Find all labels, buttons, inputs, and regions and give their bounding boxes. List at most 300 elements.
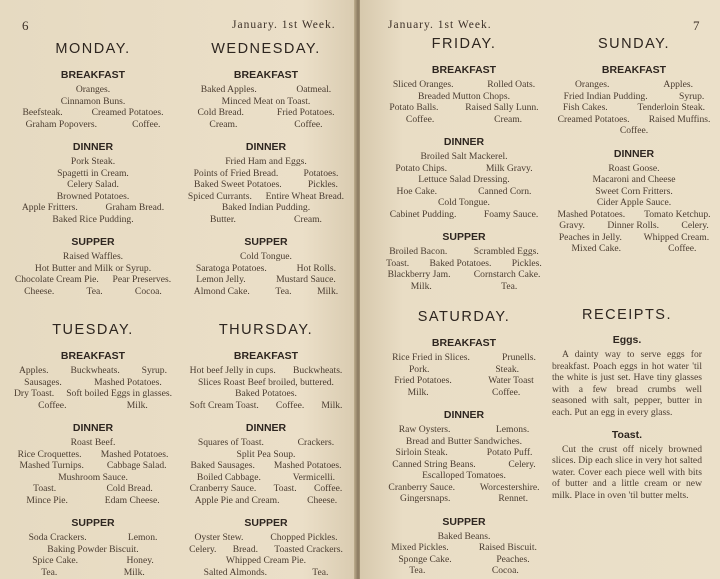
menu-item: Gingersnaps. bbox=[400, 493, 451, 504]
menu-item: Oyster Stew. bbox=[194, 532, 244, 543]
meal-title: DINNER bbox=[245, 141, 287, 153]
menu-item: Slices Roast Beef broiled, buttered. bbox=[198, 376, 334, 388]
day-title: FRIDAY. bbox=[431, 36, 497, 52]
menu-line bbox=[548, 79, 720, 91]
menu-item: Almond Cake. bbox=[193, 285, 250, 297]
menu-line bbox=[548, 91, 720, 103]
day-saturday bbox=[376, 308, 552, 577]
receipts-title: RECEIPTS. bbox=[581, 307, 673, 323]
menu-item: Coffee. bbox=[668, 243, 697, 254]
menu-line bbox=[376, 186, 552, 198]
menu-item: Cold Tongue. bbox=[240, 251, 292, 262]
menu-item: Saratoga Potatoes. bbox=[195, 262, 267, 274]
menu-item: Dinner Rolls. bbox=[607, 220, 660, 231]
menu-item: Sirloin Steak. bbox=[395, 447, 448, 458]
menu-line bbox=[548, 232, 720, 244]
menu-item: Hoe Cake. bbox=[396, 185, 438, 197]
receipt-heading: Eggs. bbox=[612, 334, 642, 346]
day-friday bbox=[376, 35, 552, 292]
menu-item: Cold Bread. bbox=[106, 483, 153, 494]
menu-item: Milk. bbox=[123, 566, 145, 578]
meal-title: DINNER bbox=[72, 141, 114, 153]
menu-item: Roast Beef. bbox=[70, 437, 116, 448]
day-sunday bbox=[548, 35, 720, 255]
menu-item: Milk Gravy. bbox=[485, 162, 533, 174]
menu-line bbox=[8, 495, 178, 507]
menu-item: Sweet Corn Fritters. bbox=[595, 185, 673, 197]
menu-item: Hot Rolls. bbox=[296, 262, 337, 274]
menu-item: Rolled Oats. bbox=[487, 79, 536, 90]
menu-line bbox=[376, 151, 552, 163]
menu-item: Foamy Sauce. bbox=[483, 208, 539, 220]
page-number: 6 bbox=[22, 18, 29, 33]
menu-line bbox=[8, 388, 178, 400]
menu-item: Browned Potatoes. bbox=[56, 190, 130, 202]
menu-line bbox=[181, 179, 351, 191]
menu-item: Celery Salad. bbox=[67, 179, 119, 190]
menu-item: Broiled Salt Mackerel. bbox=[420, 151, 508, 162]
menu-line bbox=[376, 565, 552, 577]
menu-line bbox=[8, 107, 178, 119]
menu-item: Milk. bbox=[407, 386, 429, 398]
menu-item: Spiced Currants. bbox=[187, 190, 252, 202]
menu-line bbox=[8, 472, 178, 484]
menu-item: Coffee. bbox=[405, 113, 435, 125]
page-header: January. 1st Week. bbox=[388, 19, 492, 31]
menu-line bbox=[8, 460, 178, 472]
day-title: SATURDAY. bbox=[417, 309, 511, 325]
menu-line bbox=[8, 377, 178, 389]
menu-line bbox=[8, 251, 178, 263]
menu-line bbox=[181, 495, 351, 507]
menu-item: Chocolate Cream Pie. bbox=[14, 274, 99, 285]
menu-line bbox=[548, 114, 720, 126]
menu-line bbox=[181, 437, 351, 449]
menu-item: Mustard Sauce. bbox=[276, 274, 336, 285]
menu-item: Coffee. bbox=[492, 386, 521, 398]
menu-line bbox=[8, 449, 178, 461]
menu-line bbox=[548, 186, 720, 198]
menu-item: Raised Biscuit. bbox=[478, 542, 537, 553]
menu-line bbox=[376, 424, 552, 436]
menu-item: Cranberry Sauce. bbox=[189, 483, 257, 494]
menu-line bbox=[8, 567, 178, 579]
menu-line bbox=[376, 387, 552, 399]
menu-item: Cream. bbox=[209, 118, 238, 130]
menu-item: Baked Sweet Potatoes. bbox=[194, 179, 282, 190]
menu-item: Squares of Toast. bbox=[197, 437, 264, 448]
day-wednesday bbox=[181, 40, 351, 297]
meal-title: SUPPER bbox=[442, 231, 486, 243]
meal-title: SUPPER bbox=[71, 236, 115, 248]
menu-item: Fried Potatoes. bbox=[394, 375, 452, 386]
menu-line bbox=[8, 156, 178, 168]
menu-item: Oranges. bbox=[575, 79, 610, 90]
menu-item: Potato Puff. bbox=[486, 447, 533, 458]
menu-item: Water Toast bbox=[488, 375, 534, 386]
menu-line bbox=[181, 191, 351, 203]
menu-line bbox=[376, 174, 552, 186]
menu-line bbox=[181, 202, 351, 214]
menu-item: Buckwheats. bbox=[293, 365, 343, 376]
menu-line bbox=[181, 567, 351, 579]
menu-item: Escalloped Tomatoes. bbox=[422, 470, 506, 481]
menu-item: Entire Wheat Bread. bbox=[265, 190, 345, 202]
menu-item: Dry Toast. bbox=[14, 388, 55, 399]
menu-line bbox=[376, 114, 552, 126]
menu-line bbox=[548, 174, 720, 186]
meal-title: BREAKFAST bbox=[601, 64, 667, 76]
menu-line bbox=[376, 163, 552, 175]
menu-item: Fried Indian Pudding. bbox=[563, 90, 648, 102]
menu-item: Celery. bbox=[681, 220, 709, 231]
menu-item: Cabbage Salad. bbox=[106, 460, 167, 471]
day-title: THURSDAY. bbox=[218, 322, 314, 338]
menu-line bbox=[8, 263, 178, 275]
menu-item: Pork. bbox=[408, 363, 430, 375]
menu-line bbox=[376, 352, 552, 364]
menu-line bbox=[376, 246, 552, 258]
menu-item: Cold Tongue. bbox=[438, 197, 490, 208]
menu-item: Mashed Turnips. bbox=[19, 460, 84, 471]
menu-item: Lemon Jelly. bbox=[196, 274, 246, 285]
menu-line bbox=[376, 281, 552, 293]
menu-line bbox=[181, 107, 351, 119]
menu-line bbox=[376, 531, 552, 543]
menu-line bbox=[8, 483, 178, 495]
meal-title: BREAKFAST bbox=[431, 64, 497, 76]
menu-item: Cold Bread. bbox=[197, 107, 244, 118]
menu-line bbox=[376, 197, 552, 209]
menu-item: Milk. bbox=[126, 399, 148, 411]
menu-item: Broiled Bacon. bbox=[389, 246, 448, 257]
menu-item: Cream. bbox=[494, 113, 523, 125]
menu-line bbox=[8, 96, 178, 108]
menu-item: Pear Preserves. bbox=[112, 274, 172, 285]
menu-item: Sliced Oranges. bbox=[392, 79, 454, 90]
menu-item: Milk. bbox=[410, 280, 432, 292]
meal-title: SUPPER bbox=[244, 517, 288, 529]
menu-line bbox=[376, 482, 552, 494]
menu-item: Apple Pie and Cream. bbox=[194, 494, 280, 506]
menu-line bbox=[8, 544, 178, 556]
menu-item: Baked Beans. bbox=[437, 530, 491, 542]
menu-line bbox=[181, 263, 351, 275]
menu-line bbox=[8, 202, 178, 214]
meal-title: SUPPER bbox=[244, 236, 288, 248]
menu-line bbox=[8, 214, 178, 226]
menu-line bbox=[548, 197, 720, 209]
menu-item: Apples. bbox=[663, 79, 693, 90]
menu-item: Honey. bbox=[126, 555, 154, 566]
menu-item: Hot beef Jelly in cups. bbox=[189, 365, 276, 376]
menu-item: Macaroni and Cheese bbox=[592, 174, 676, 185]
menu-item: Cheese. bbox=[24, 285, 55, 297]
menu-item: Mashed Potatoes. bbox=[94, 376, 162, 388]
day-title: TUESDAY. bbox=[52, 322, 134, 338]
menu-item: Sausages. bbox=[24, 376, 62, 388]
meal-title: DINNER bbox=[72, 422, 114, 434]
menu-item: Coffee. bbox=[132, 118, 161, 130]
menu-line bbox=[8, 119, 178, 131]
menu-line bbox=[8, 84, 178, 96]
menu-item: Baked Sausages. bbox=[190, 460, 255, 471]
menu-line bbox=[8, 286, 178, 298]
menu-line bbox=[181, 532, 351, 544]
menu-item: Baked Indian Pudding. bbox=[221, 202, 311, 213]
menu-item: Cider Apple Sauce. bbox=[596, 197, 672, 208]
meal-title: DINNER bbox=[443, 409, 485, 421]
menu-item: Syrup. bbox=[141, 365, 167, 376]
menu-item: Baked Potatoes. bbox=[429, 257, 492, 269]
menu-line bbox=[548, 220, 720, 232]
menu-line bbox=[8, 274, 178, 286]
menu-item: Prunells. bbox=[502, 352, 536, 363]
menu-item: Raw Oysters. bbox=[398, 424, 451, 435]
meal-title: BREAKFAST bbox=[60, 69, 126, 81]
menu-item: Tea. bbox=[409, 565, 426, 576]
menu-item: Coffee. bbox=[38, 399, 67, 411]
menu-item: Edam Cheese. bbox=[104, 494, 160, 506]
day-monday bbox=[8, 40, 178, 297]
menu-item: Sponge Cake. bbox=[398, 553, 452, 565]
day-title: SUNDAY. bbox=[597, 36, 670, 52]
menu-item: Cheese. bbox=[307, 494, 338, 506]
menu-item: Soft boiled Eggs in glasses. bbox=[66, 388, 172, 399]
menu-line bbox=[376, 436, 552, 448]
menu-item: Toast. bbox=[33, 483, 57, 494]
menu-line bbox=[8, 168, 178, 180]
menu-item: Whipped Cream. bbox=[643, 231, 710, 243]
menu-line bbox=[8, 437, 178, 449]
menu-line bbox=[376, 258, 552, 270]
menu-line bbox=[376, 364, 552, 376]
menu-item: Lemons. bbox=[495, 424, 530, 435]
menu-item: Potatoes. bbox=[303, 167, 339, 179]
meal-title: BREAKFAST bbox=[60, 350, 126, 362]
right-page bbox=[360, 0, 720, 579]
menu-line bbox=[181, 156, 351, 168]
menu-item: Baked Potatoes. bbox=[235, 388, 297, 399]
meal-title: BREAKFAST bbox=[233, 350, 299, 362]
menu-item: Pork Steak. bbox=[70, 156, 116, 167]
menu-line bbox=[548, 163, 720, 175]
menu-item: Syrup. bbox=[678, 90, 705, 102]
menu-item: Cocoa. bbox=[134, 285, 162, 297]
menu-item: Canned String Beans. bbox=[392, 458, 476, 470]
menu-item: Coffee. bbox=[619, 125, 649, 136]
menu-item: Rennet. bbox=[498, 493, 528, 504]
menu-item: Tea. bbox=[41, 566, 58, 578]
menu-line bbox=[376, 91, 552, 103]
menu-line bbox=[376, 447, 552, 459]
menu-item: Boiled Cabbage. bbox=[196, 471, 261, 483]
day-thursday bbox=[181, 321, 351, 578]
menu-line bbox=[181, 96, 351, 108]
menu-line bbox=[376, 375, 552, 387]
menu-item: Points of Fried Bread. bbox=[193, 167, 279, 179]
menu-item: Toasted Crackers. bbox=[274, 543, 343, 555]
menu-line bbox=[8, 532, 178, 544]
menu-item: Creamed Potatoes. bbox=[91, 107, 164, 118]
meal-title: SUPPER bbox=[71, 517, 115, 529]
menu-line bbox=[548, 102, 720, 114]
menu-item: Bread. bbox=[232, 543, 259, 555]
day-title: MONDAY. bbox=[55, 41, 131, 57]
menu-line bbox=[181, 365, 351, 377]
meal-title: DINNER bbox=[613, 147, 655, 160]
meal-title: BREAKFAST bbox=[431, 337, 497, 349]
menu-item: Raised Waffles. bbox=[62, 251, 124, 262]
menu-item: Lemon. bbox=[127, 532, 158, 543]
menu-item: Cabinet Pudding. bbox=[389, 208, 457, 220]
menu-line bbox=[181, 286, 351, 298]
menu-item: Celery. bbox=[189, 543, 217, 555]
menu-line bbox=[376, 209, 552, 221]
menu-item: Spice Cake. bbox=[32, 555, 79, 566]
menu-line bbox=[181, 483, 351, 495]
menu-item: Raised Muffins. bbox=[648, 113, 711, 125]
menu-item: Cinnamon Buns. bbox=[60, 95, 126, 107]
receipt-text: A dainty way to serve eggs for breakfast. Poach eggs in hot water 'til the white is just set. Have tiny glasses with a few bread crumbs well seasoned with salt, pepper, butter in each. Put an egg in every glass. bbox=[552, 349, 702, 418]
meal-title: DINNER bbox=[245, 422, 287, 434]
menu-item: Beefsteak. bbox=[22, 107, 63, 118]
menu-item: Fried Ham and Eggs. bbox=[225, 156, 307, 167]
menu-item: Breaded Mutton Chops. bbox=[418, 90, 510, 102]
menu-line bbox=[376, 554, 552, 566]
menu-item: Split Pea Soup. bbox=[236, 448, 296, 460]
menu-item: Chopped Pickles. bbox=[270, 532, 338, 543]
day-title: WEDNESDAY. bbox=[211, 41, 321, 57]
menu-line bbox=[181, 84, 351, 96]
menu-line bbox=[181, 400, 351, 412]
menu-item: Toast. bbox=[386, 257, 410, 269]
menu-line bbox=[181, 251, 351, 263]
menu-item: Buckwheats. bbox=[70, 365, 120, 376]
menu-item: Lettuce Salad Dressing. bbox=[418, 174, 510, 185]
menu-line bbox=[181, 544, 351, 556]
menu-item: Gravy. bbox=[559, 220, 585, 231]
menu-item: Oranges. bbox=[75, 84, 111, 95]
menu-item: Mince Pie. bbox=[26, 494, 68, 506]
receipt-text: Cut the crust off nicely browned slices. Dip each slice in very hot salted water. Cover each piece well with bits of butter and a little cream or new milk. Place in oven 'til butter melts. bbox=[552, 443, 702, 501]
menu-line bbox=[181, 377, 351, 389]
menu-line bbox=[376, 493, 552, 505]
menu-item: Baked Rice Pudding. bbox=[52, 213, 134, 225]
menu-line bbox=[376, 459, 552, 471]
menu-item: Crackers. bbox=[297, 437, 335, 448]
meal-title: BREAKFAST bbox=[233, 69, 299, 81]
menu-item: Potato Balls. bbox=[389, 102, 439, 113]
menu-line bbox=[181, 472, 351, 484]
meal-title: DINNER bbox=[443, 136, 485, 148]
menu-item: Raised Sally Lunn. bbox=[465, 102, 539, 113]
menu-item: Celery. bbox=[508, 458, 536, 470]
menu-item: Peaches. bbox=[496, 553, 530, 565]
menu-item: Baking Powder Biscuit. bbox=[47, 543, 139, 555]
menu-item: Mashed Potatoes. bbox=[273, 460, 342, 471]
menu-line bbox=[376, 79, 552, 91]
menu-item: Salted Almonds. bbox=[203, 566, 268, 578]
menu-line bbox=[181, 388, 351, 400]
menu-item: Bread and Butter Sandwiches. bbox=[405, 435, 523, 447]
menu-line bbox=[181, 214, 351, 226]
menu-line bbox=[181, 555, 351, 567]
left-page bbox=[0, 0, 356, 579]
menu-item: Mashed Potatoes. bbox=[100, 448, 169, 460]
menu-item: Whipped Cream Pie. bbox=[225, 555, 307, 566]
menu-item: Pickles. bbox=[307, 179, 338, 190]
menu-item: Apple Fritters. bbox=[21, 202, 78, 213]
menu-item: Minced Meat on Toast. bbox=[221, 95, 311, 107]
menu-item: Apples. bbox=[18, 365, 49, 376]
menu-line bbox=[181, 460, 351, 472]
menu-line bbox=[181, 274, 351, 286]
menu-item: Fish Cakes. bbox=[562, 102, 608, 113]
menu-item: Butter. bbox=[210, 213, 236, 225]
menu-line bbox=[376, 470, 552, 482]
page-number: 7 bbox=[693, 18, 700, 33]
menu-item: Tea. bbox=[86, 285, 103, 297]
menu-line bbox=[8, 179, 178, 191]
menu-line bbox=[548, 243, 720, 255]
menu-item: Creamed Potatoes. bbox=[557, 113, 630, 125]
menu-item: Cranberry Sauce. bbox=[388, 481, 456, 493]
menu-item: Tomato Ketchup. bbox=[644, 208, 711, 220]
menu-line bbox=[8, 400, 178, 412]
menu-line bbox=[8, 191, 178, 203]
menu-line bbox=[8, 365, 178, 377]
menu-item: Potato Chips. bbox=[395, 162, 448, 174]
menu-line bbox=[548, 209, 720, 221]
menu-item: Graham Popovers. bbox=[25, 118, 97, 130]
menu-item: Peaches in Jelly. bbox=[558, 231, 622, 243]
menu-item: Roast Goose. bbox=[608, 162, 660, 174]
menu-item: Rice Croquettes. bbox=[17, 448, 82, 460]
menu-item: Cream. bbox=[293, 213, 322, 225]
menu-line bbox=[181, 449, 351, 461]
menu-item: Cocoa. bbox=[491, 565, 519, 576]
menu-item: Spagetti in Cream. bbox=[57, 167, 129, 179]
menu-item: Milk. bbox=[317, 285, 339, 297]
menu-line bbox=[376, 102, 552, 114]
menu-line bbox=[376, 542, 552, 554]
receipt-heading: Toast. bbox=[611, 428, 643, 441]
menu-item: Tenderloin Steak. bbox=[637, 102, 706, 113]
menu-item: Worcestershire. bbox=[479, 481, 540, 493]
menu-item: Scrambled Eggs. bbox=[473, 246, 539, 257]
menu-item: Mashed Potatoes. bbox=[557, 208, 626, 220]
menu-line bbox=[548, 125, 720, 137]
menu-item: Coffee. bbox=[275, 399, 305, 411]
menu-item: Hot Butter and Milk or Syrup. bbox=[34, 262, 152, 274]
day-tuesday bbox=[8, 321, 178, 578]
menu-item: Milk. bbox=[321, 399, 343, 411]
menu-item: Mixed Pickles. bbox=[391, 542, 449, 553]
menu-item: Steak. bbox=[495, 363, 520, 375]
menu-item: Graham Bread. bbox=[105, 202, 165, 213]
menu-item: Soda Crackers. bbox=[28, 532, 87, 543]
meal-title: SUPPER bbox=[442, 515, 486, 528]
menu-item: Canned Corn. bbox=[478, 185, 532, 197]
menu-item: Vermicelli. bbox=[292, 471, 336, 483]
menu-item: Coffee. bbox=[294, 118, 323, 130]
menu-item: Oatmeal. bbox=[296, 84, 332, 95]
menu-item: Cornstarch Cake. bbox=[473, 269, 541, 280]
menu-line bbox=[181, 168, 351, 180]
menu-item: Blackberry Jam. bbox=[387, 269, 451, 280]
menu-item: Coffee. bbox=[313, 483, 343, 494]
